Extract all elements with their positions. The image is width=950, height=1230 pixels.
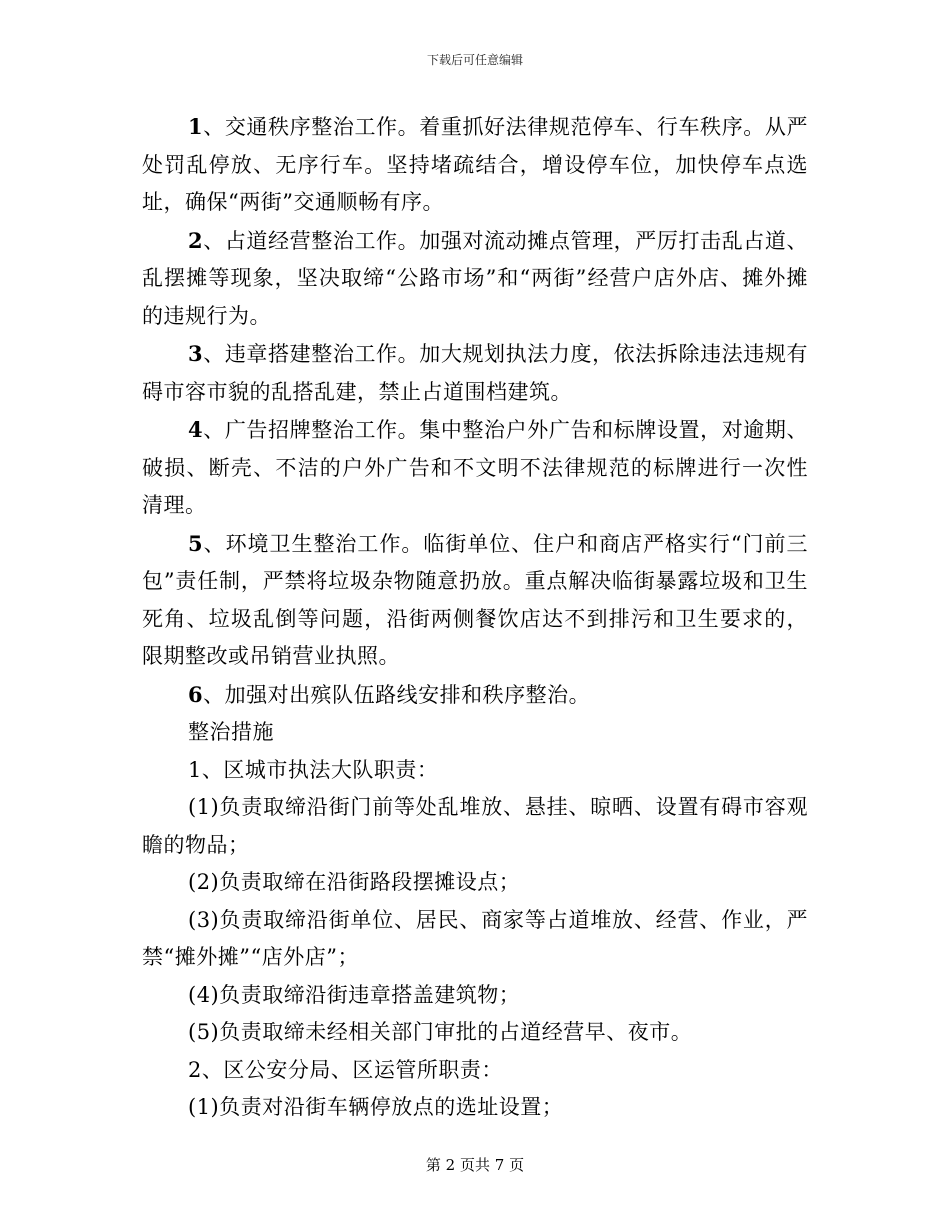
paragraph-road-occupation (142, 222, 808, 336)
paragraph-text: 负责取缔沿街违章搭盖建筑物； (219, 982, 521, 1007)
item-number: (1) (188, 795, 220, 819)
paragraph-text: 、交通秩序整治工作。着重抓好法律规范停车、行车秩序。从严处罚乱停放、无序行车。坚持堵疏结合，增设停车位，加快停车点选址，确保“两街”交通顺畅有序。 (142, 115, 808, 214)
item-number: 1 (188, 114, 204, 139)
duty-item (142, 864, 808, 902)
paragraph-signboards (142, 411, 808, 525)
duty-item (142, 1014, 808, 1052)
paragraph-text: 负责取缔未经相关部门审批的占道经营早、夜市。 (219, 1020, 693, 1044)
duty-item (142, 1089, 808, 1127)
paragraph-illegal-construction (142, 335, 808, 411)
paragraph-text: 1、区城市执法大队职责： (188, 757, 439, 782)
page-number-footer: 第 2 页共 7 页 (425, 1156, 525, 1174)
page-header: 下载后可任意编辑 (426, 53, 523, 67)
item-number: (3) (188, 907, 220, 932)
paragraph-funeral-procession (142, 676, 808, 715)
paragraph-text: 负责对沿街车辆停放点的选址设置； (219, 1095, 564, 1119)
paragraph-text: 2、区公安分局、区运管所职责： (188, 1057, 503, 1082)
paragraph-traffic-order (142, 108, 808, 222)
paragraph-sanitation (142, 525, 808, 676)
paragraph-enforcement-duties (142, 752, 808, 790)
paragraph-text: 、加强对出殡队伍路线安排和秩序整治。 (203, 682, 591, 707)
paragraph-text: 负责取缔沿街门前等处乱堆放、悬挂、晾晒、设置有碍市容观瞻的物品； (142, 795, 808, 857)
duty-item (142, 789, 808, 864)
item-number: 6 (188, 681, 204, 707)
section-heading-measures (142, 714, 808, 752)
paragraph-text: 整治措施 (188, 720, 274, 744)
duty-item (142, 977, 808, 1015)
paragraph-text: 负责取缔在沿街路段摆摊设点； (219, 870, 521, 894)
paragraph-text: 负责取缔沿街单位、居民、商家等占道堆放、经营、作业，严禁“摊外摊”“店外店”； (142, 907, 808, 969)
paragraph-text: 、违章搭建整治工作。加大规划执法力度，依法拆除违法违规有碍市容市貌的乱搭乱建，禁止占道围档建筑。 (142, 342, 808, 404)
item-number: 5 (188, 530, 204, 556)
item-number: (1) (188, 1095, 220, 1119)
item-number: (4) (188, 982, 220, 1007)
paragraph-text: 、环境卫生整治工作。临街单位、住户和商店严格实行“门前三包”责任制，严禁将垃圾杂物随意扔放。重点解决临街暴露垃圾和卫生死角、垃圾乱倒等问题，沿街两侧餐饮店达不到排污和卫生要求的，限期整改或吊销营业执照。 (142, 531, 808, 668)
item-number: (5) (188, 1020, 220, 1044)
document-body (142, 108, 808, 1127)
item-number: 2 (188, 227, 204, 253)
paragraph-police-duties (142, 1052, 808, 1090)
duty-item (142, 902, 808, 977)
item-number: 3 (188, 341, 204, 366)
paragraph-text: 、广告招牌整治工作。集中整治户外广告和标牌设置，对逾期、破损、断壳、不洁的户外广告和不文明不法律规范的标牌进行一次性清理。 (142, 418, 808, 517)
paragraph-text: 、占道经营整治工作。加强对流动摊点管理，严厉打击乱占道、乱摆摊等现象，坚决取缔“公路市场”和“两街”经营户店外店、摊外摊的违规行为。 (142, 228, 808, 328)
item-number: (2) (188, 870, 220, 894)
item-number: 4 (188, 417, 204, 442)
